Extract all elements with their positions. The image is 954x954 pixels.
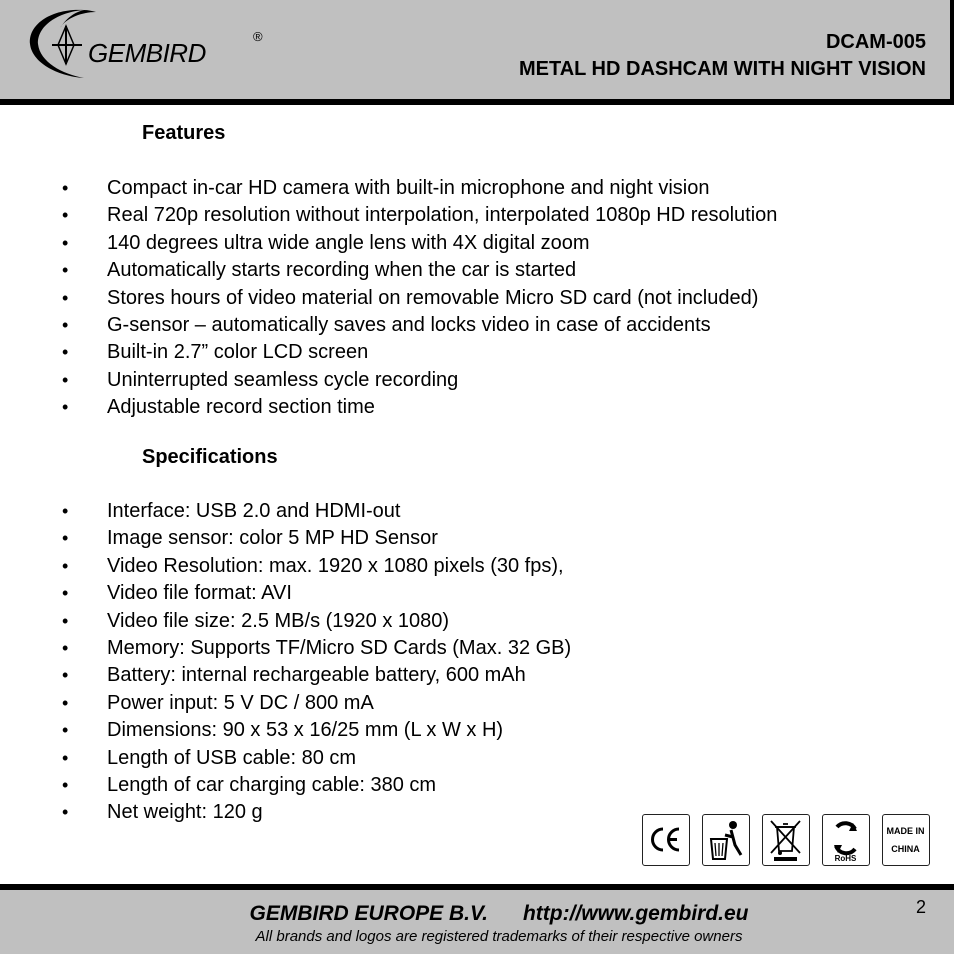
spec-item-text: Length of car charging cable: 380 cm xyxy=(107,773,437,796)
feature-item-text: Automatically starts recording when the car is started xyxy=(107,259,577,282)
feature-item-text: Uninterrupted seamless cycle recording xyxy=(107,368,459,391)
spec-item-text: Length of USB cable: 80 cm xyxy=(107,746,357,769)
bullet-icon: • xyxy=(62,205,69,226)
bullet-icon: • xyxy=(62,802,69,823)
spec-item-text: Video file format: AVI xyxy=(107,582,292,605)
spec-item-text: Net weight: 120 g xyxy=(107,801,263,824)
bullet-icon: • xyxy=(62,397,69,418)
features-heading: Features xyxy=(142,122,226,144)
bullet-icon: • xyxy=(62,178,69,198)
weee-crossed-bin-icon xyxy=(762,814,810,866)
bullet-icon: • xyxy=(62,610,69,631)
spec-item-text: Image sensor: color 5 MP HD Sensor xyxy=(107,527,438,550)
product-name: METAL HD DASHCAM WITH NIGHT VISION xyxy=(518,58,926,80)
spec-item-text: Interface: USB 2.0 and HDMI-out xyxy=(107,500,401,522)
bullet-icon: • xyxy=(62,720,69,741)
specifications-heading: Specifications xyxy=(142,446,278,468)
gembird-logo xyxy=(22,4,262,82)
product-heading xyxy=(519,29,926,83)
bullet-icon: • xyxy=(62,692,69,713)
feature-item-text: G-sensor – automatically saves and locks video in case of accidents xyxy=(107,313,711,336)
trademark-note: All brands and logos are registered trademarks of their respective owners xyxy=(255,928,743,945)
brand-wordmark: GEMBIRD xyxy=(88,38,206,68)
spec-item-text: Battery: internal rechargeable battery, 600 mAh xyxy=(107,664,526,687)
registered-mark: ® xyxy=(253,29,263,44)
china-label: CHINA xyxy=(891,844,920,854)
feature-item-text: Adjustable record section time xyxy=(107,396,375,419)
recycle-bin-icon xyxy=(702,814,750,866)
rohs-label: RoHS xyxy=(834,854,857,863)
ce-mark-icon xyxy=(642,814,690,866)
bullet-icon: • xyxy=(62,342,69,363)
company-url-link[interactable]: http://www.gembird.eu xyxy=(522,902,749,925)
made-in-label: MADE IN xyxy=(886,826,925,836)
spec-item-text: Power input: 5 V DC / 800 mA xyxy=(107,691,374,714)
bullet-icon: • xyxy=(62,260,69,281)
bullet-icon: • xyxy=(62,232,69,253)
model-number: DCAM-005 xyxy=(825,31,926,53)
bullet-icon: • xyxy=(62,583,69,604)
bullet-icon: • xyxy=(62,774,69,795)
feature-item-text: Compact in-car HD camera with built-in microphone and night vision xyxy=(107,177,710,199)
feature-item-text: 140 degrees ultra wide angle lens with 4X digital zoom xyxy=(107,231,590,254)
spec-item-text: Video file size: 2.5 MB/s (1920 x 1080) xyxy=(107,609,450,632)
bullet-icon: • xyxy=(62,369,69,390)
bullet-icon: • xyxy=(62,747,69,768)
made-in-china-icon xyxy=(882,814,930,866)
bullet-icon: • xyxy=(62,287,69,308)
certification-marks xyxy=(642,814,934,868)
spec-item-text: Video Resolution: max. 1920 x 1080 pixels (30 fps), xyxy=(107,554,564,577)
page-number: 2 xyxy=(915,897,926,917)
page-footer xyxy=(0,890,954,954)
bullet-icon: • xyxy=(62,555,69,576)
company-name: GEMBIRD EUROPE B.V. xyxy=(249,902,488,925)
page-header xyxy=(0,0,954,99)
rohs-icon xyxy=(822,814,870,866)
bullet-icon: • xyxy=(62,314,69,335)
feature-item-text: Built-in 2.7” color LCD screen xyxy=(107,341,369,364)
bullet-icon: • xyxy=(62,528,69,549)
header-divider xyxy=(0,99,954,105)
feature-item-text: Stores hours of video material on removable Micro SD card (not included) xyxy=(107,286,759,309)
bullet-icon: • xyxy=(62,501,69,521)
spec-item-text: Memory: Supports TF/Micro SD Cards (Max. 32 GB) xyxy=(107,636,572,659)
feature-item-text: Real 720p resolution without interpolation, interpolated 1080p HD resolution xyxy=(107,204,778,227)
spec-item-text: Dimensions: 90 x 53 x 16/25 mm (L x W x H) xyxy=(107,719,504,742)
bullet-icon: • xyxy=(62,665,69,686)
bullet-icon: • xyxy=(62,637,69,658)
footer-company-line xyxy=(0,902,954,926)
